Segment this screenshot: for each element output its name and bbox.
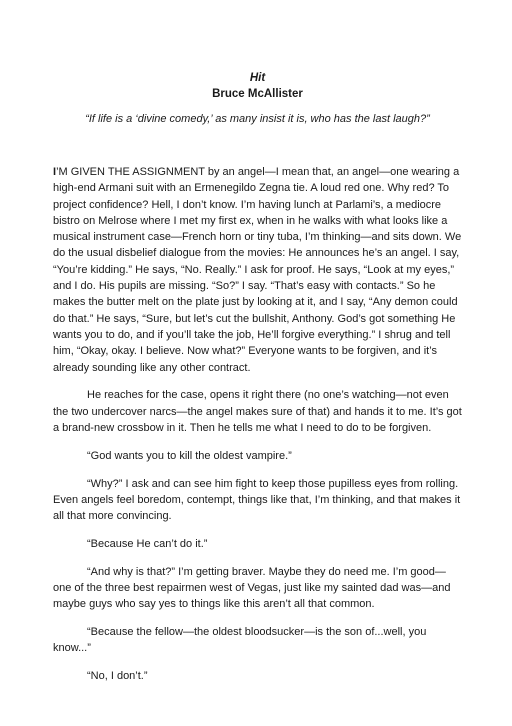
paragraph-text: ’M GIVEN THE ASSIGNMENT by an angel—I mean that, an angel—one wearing a high-end Armani suit with an Ermenegildo Zegna tie. A loud red one. Why red? To project confidence? Hell, I don’t know. I’m having lunch at Parlami’s, a mediocre bistro on Melrose where I met my first ex, when in he walks with what looks like a musical instrument case—French horn or tiny tuba, I’m thinking—and sits down. We do the usual disbelief dialogue from the movies: He announces he’s an angel. I say, “You’re kidding.” He says, “No. Really.” I ask for proof. He says, “Look at my eyes,” and I do. His pupils are missing. “So?” I say. “That’s easy with contacts.” So he makes the butter melt on the plate just by looking at it, and I say, “Any demon could do that.” He says, “Sure, but let’s cut the bullshit, Anthony. God’s got something He wants you to do, and if you’ll take the job, He’ll forgive everything.” I shrug and tell him, “Okay, okay. I believe. Now what?” Everyone wants to be forgiven, and it’s already sounding like any other contract.	[53, 166, 462, 374]
paragraph: “Because He can’t do it.”	[87, 537, 208, 550]
story-author: Bruce McAllister	[212, 88, 303, 100]
paragraph: “No, I don’t.”	[87, 670, 148, 683]
story-body	[53, 164, 462, 685]
drop-cap: I	[53, 166, 57, 178]
epigraph: “If life is a ‘divine comedy,’ as many insist it is, who has the last laugh?”	[85, 113, 430, 125]
story-title: Hit	[249, 72, 266, 84]
paragraph: “Why?” I ask and can see him fight to keep those pupilless eyes from rolling. Even angels feel boredom, contempt, things like that, I’m thinking, and that makes it all that more convincing.	[53, 477, 461, 523]
paragraph	[53, 164, 462, 376]
paragraph: “Because the fellow—the oldest bloodsucker—is the son of...well, you know...”	[53, 626, 427, 655]
paragraph: He reaches for the case, opens it right there (no one’s watching—not even the two undercover narcs—the angel makes sure of that) and hands it to me. It’s got a brand-new crossbow in it. Then he tells me what I need to do to be forgiven.	[53, 389, 462, 434]
paragraph: “And why is that?” I’m getting braver. Maybe they do need me. I’m good—one of the three best repairmen west of Vegas, just like my sainted dad was—and maybe guys who say yes to things like this aren’t all that common.	[53, 565, 451, 611]
paragraph: “God wants you to kill the oldest vampire.”	[87, 449, 292, 462]
